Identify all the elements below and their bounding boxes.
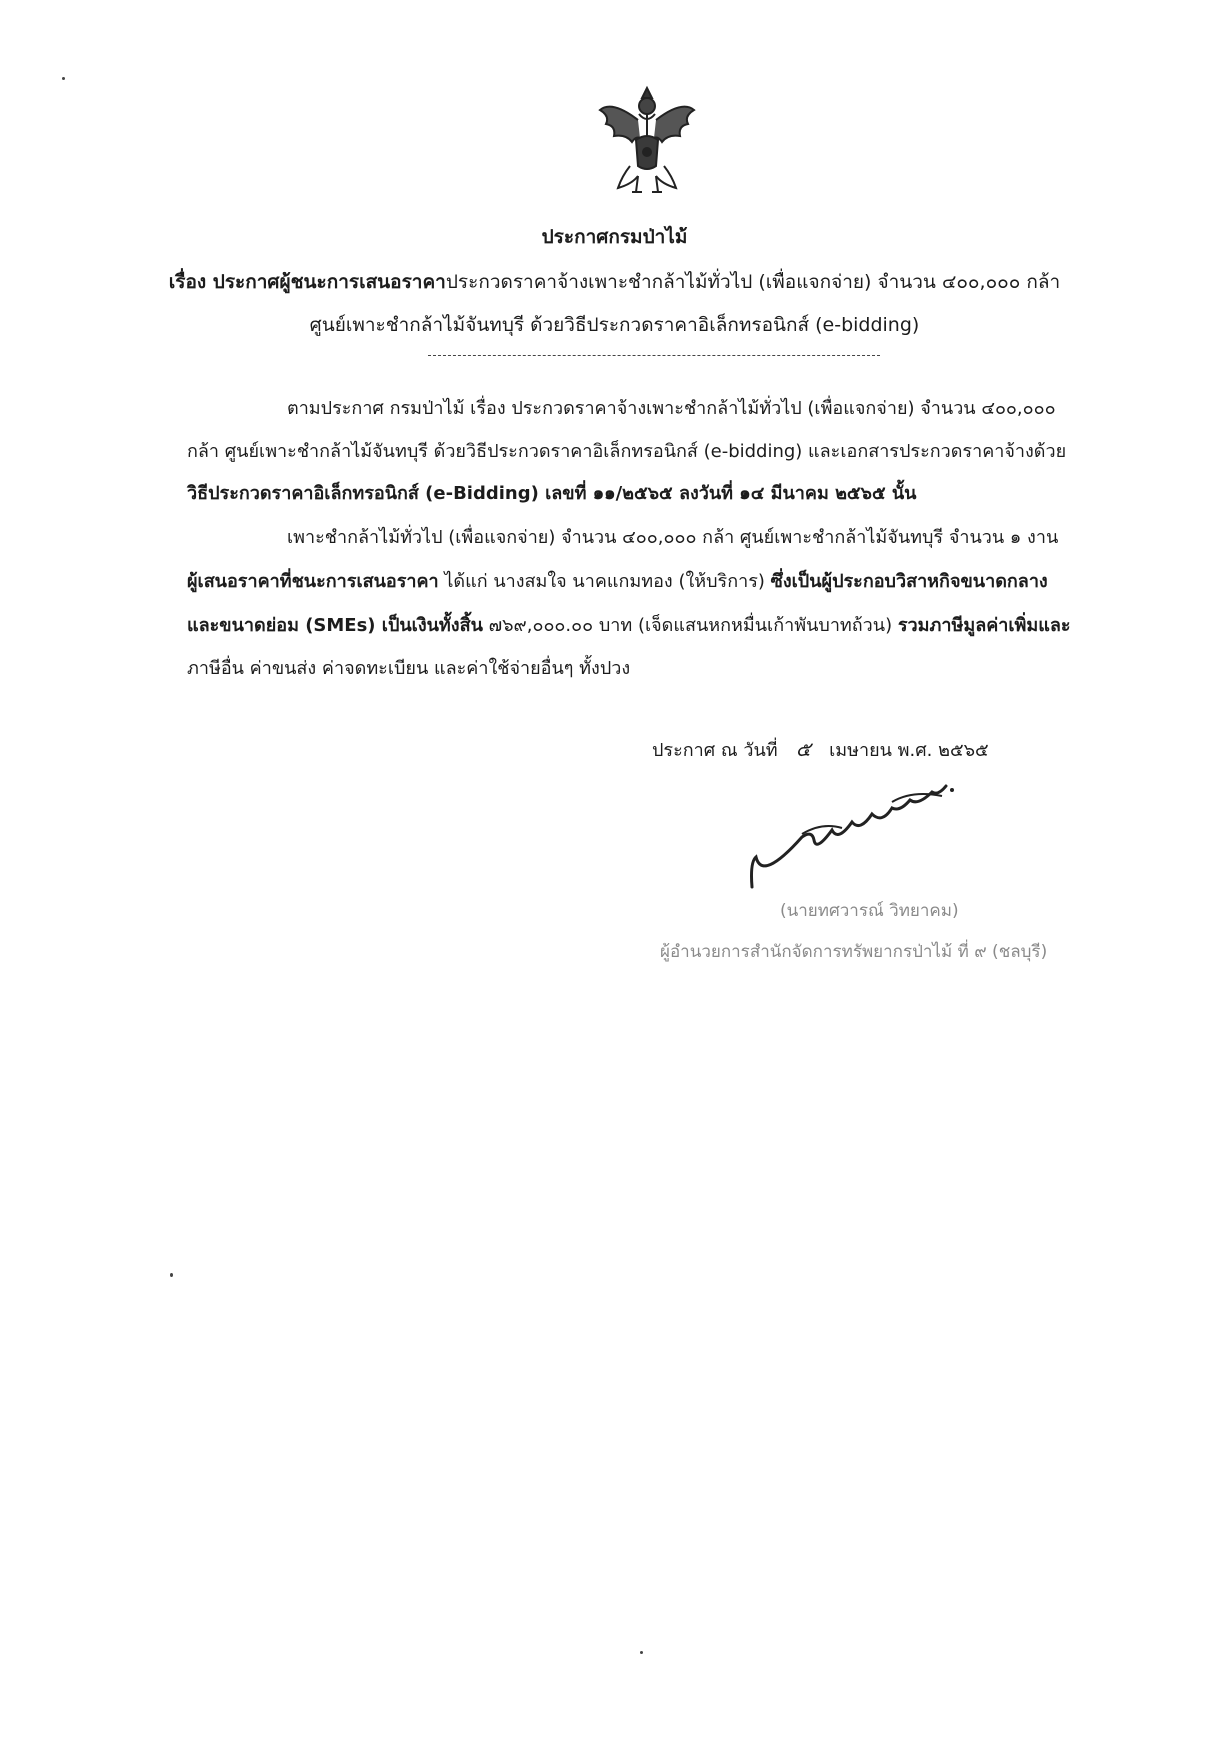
subject-rest: ประกวดราคาจ้างเพาะชำกล้าไม้ทั่วไป (เพื่อแจกจ่าย) จำนวน ๔๐๐,๐๐๐ กล้า [445, 271, 1061, 293]
scan-speck [640, 1651, 643, 1654]
scan-speck [62, 77, 65, 80]
signer-name: (นายทศวารณ์ วิทยาคม) [780, 901, 959, 921]
paragraph-2-line-2 [187, 566, 1048, 595]
vat-label: รวมภาษีมูลค่าเพิ่มและ [897, 615, 1071, 636]
signer-position: ผู้อำนวยการสำนักจัดการทรัพยากรป่าไม้ ที่ ๙ (ชลบุรี) [660, 942, 1048, 962]
sme-label: ซึ่งเป็นผู้ประกอบวิสาหกิจขนาดกลาง [770, 571, 1048, 592]
scan-speck [170, 1273, 173, 1277]
subject-line-2: ศูนย์เพาะชำกล้าไม้จันทบุรี ด้วยวิธีประกวดราคาอิเล็กทรอนิกส์ (e-bidding) [309, 314, 920, 336]
paragraph-1-line-3: วิธีประกวดราคาอิเล็กทรอนิกส์ (e-Bidding) เลขที่ ๑๑/๒๕๖๕ ลงวันที่ ๑๔ มีนาคม ๒๕๖๕ นั้น [187, 483, 917, 504]
winner-name: ได้แก่ นางสมใจ นาคแกมทอง (ให้บริการ) [438, 571, 771, 592]
dashed-divider [428, 355, 880, 356]
paragraph-2-line-4: ภาษีอื่น ค่าขนส่ง ค่าจดทะเบียน และค่าใช้จ่ายอื่นๆ ทั้งปวง [187, 658, 631, 679]
winner-label: ผู้เสนอราคาที่ชนะการเสนอราคา [187, 571, 439, 592]
paragraph-2-line-1: เพาะชำกล้าไม้ทั่วไป (เพื่อแจกจ่าย) จำนวน ๔๐๐,๐๐๐ กล้า ศูนย์เพาะชำกล้าไม้จันทบุรี จำนวน ๑ งาน [287, 527, 1059, 548]
paragraph-2-line-3 [187, 610, 1071, 639]
total-amount: ๗๖๙,๐๐๐.๐๐ บาท (เจ็ดแสนหกหมื่นเก้าพันบาทถ้วน) [482, 615, 898, 636]
date-month-year: เมษายน พ.ศ. ๒๕๖๕ [829, 740, 989, 761]
announcement-date [652, 733, 989, 765]
subject-prefix: เรื่อง ประกาศผู้ชนะการเสนอราคา [168, 271, 446, 293]
paragraph-1-line-1: ตามประกาศ กรมป่าไม้ เรื่อง ประกวดราคาจ้างเพาะชำกล้าไม้ทั่วไป (เพื่อแจกจ่าย) จำนวน ๔๐๐,๐๐๐ [287, 398, 1056, 419]
handwritten-signature [742, 762, 992, 892]
garuda-emblem-icon [592, 80, 702, 200]
document-title: ประกาศกรมป่าไม้ [541, 226, 688, 248]
total-label: และขนาดย่อม (SMEs) เป็นเงินทั้งสิ้น [187, 615, 483, 636]
subject-line-1 [0, 267, 1229, 297]
paragraph-1-line-2: กล้า ศูนย์เพาะชำกล้าไม้จันทบุรี ด้วยวิธีประกวดราคาอิเล็กทรอนิกส์ (e-bidding) และเอกสารประกวดราคาจ้างด้วย [187, 441, 1067, 462]
date-prefix: ประกาศ ณ วันที่ [652, 740, 778, 761]
handwritten-day: ๕ [795, 737, 811, 761]
